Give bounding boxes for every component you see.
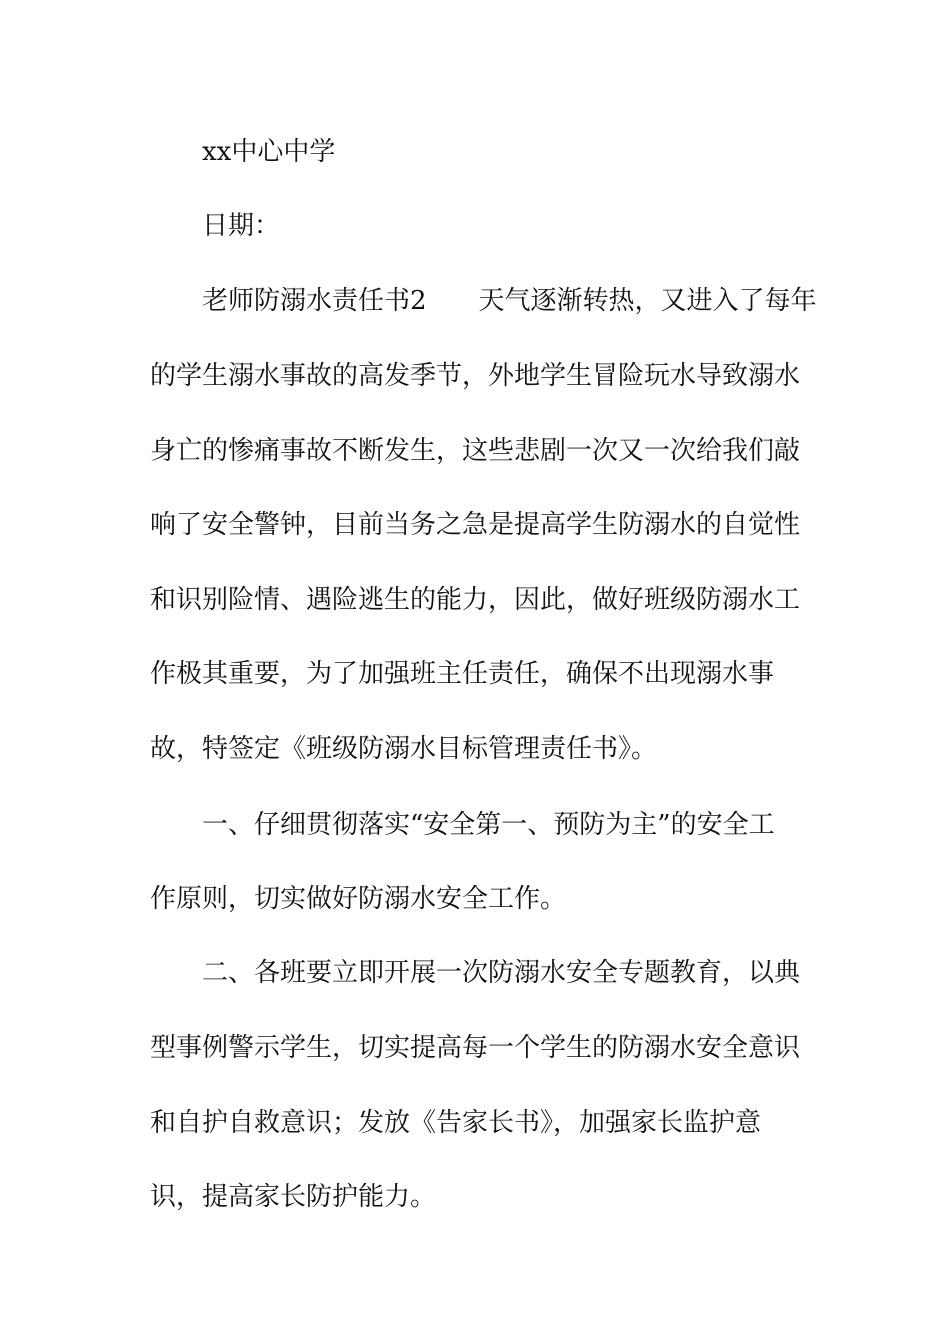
body-line: 和自护自救意识；发放《告家长书》，加强家长监护意 xyxy=(150,1108,762,1138)
body-line: 老师防溺水责任书2 天气逐渐转热，又进入了每年 xyxy=(202,286,817,316)
body-line: 作原则，切实做好防溺水安全工作。 xyxy=(150,884,567,914)
date-label: 日期： xyxy=(202,211,281,241)
body-line: 响了安全警钟，目前当务之急是提高学生防溺水的自觉性 xyxy=(150,510,801,540)
school-name: xx中心中学 xyxy=(202,137,336,167)
body-line: 二、各班要立即开展一次防溺水安全专题教育，以典 xyxy=(202,958,801,988)
body-line: 作极其重要，为了加强班主任责任，确保不出现溺水事 xyxy=(150,659,775,689)
body-line: 和识别险情、遇险逃生的能力，因此，做好班级防溺水工 xyxy=(150,585,801,615)
body-line: 的学生溺水事故的高发季节，外地学生冒险玩水导致溺水 xyxy=(150,361,801,391)
body-line: 故，特签定《班级防溺水目标管理责任书》。 xyxy=(150,734,658,764)
body-line: 身亡的惨痛事故不断发生，这些悲剧一次又一次给我们敲 xyxy=(150,436,801,466)
body-line: 识，提高家长防护能力。 xyxy=(150,1182,437,1212)
body-line: 型事例警示学生，切实提高每一个学生的防溺水安全意识 xyxy=(150,1033,801,1063)
body-line: 一、仔细贯彻落实“安全第一、预防为主”的安全工 xyxy=(202,810,775,840)
